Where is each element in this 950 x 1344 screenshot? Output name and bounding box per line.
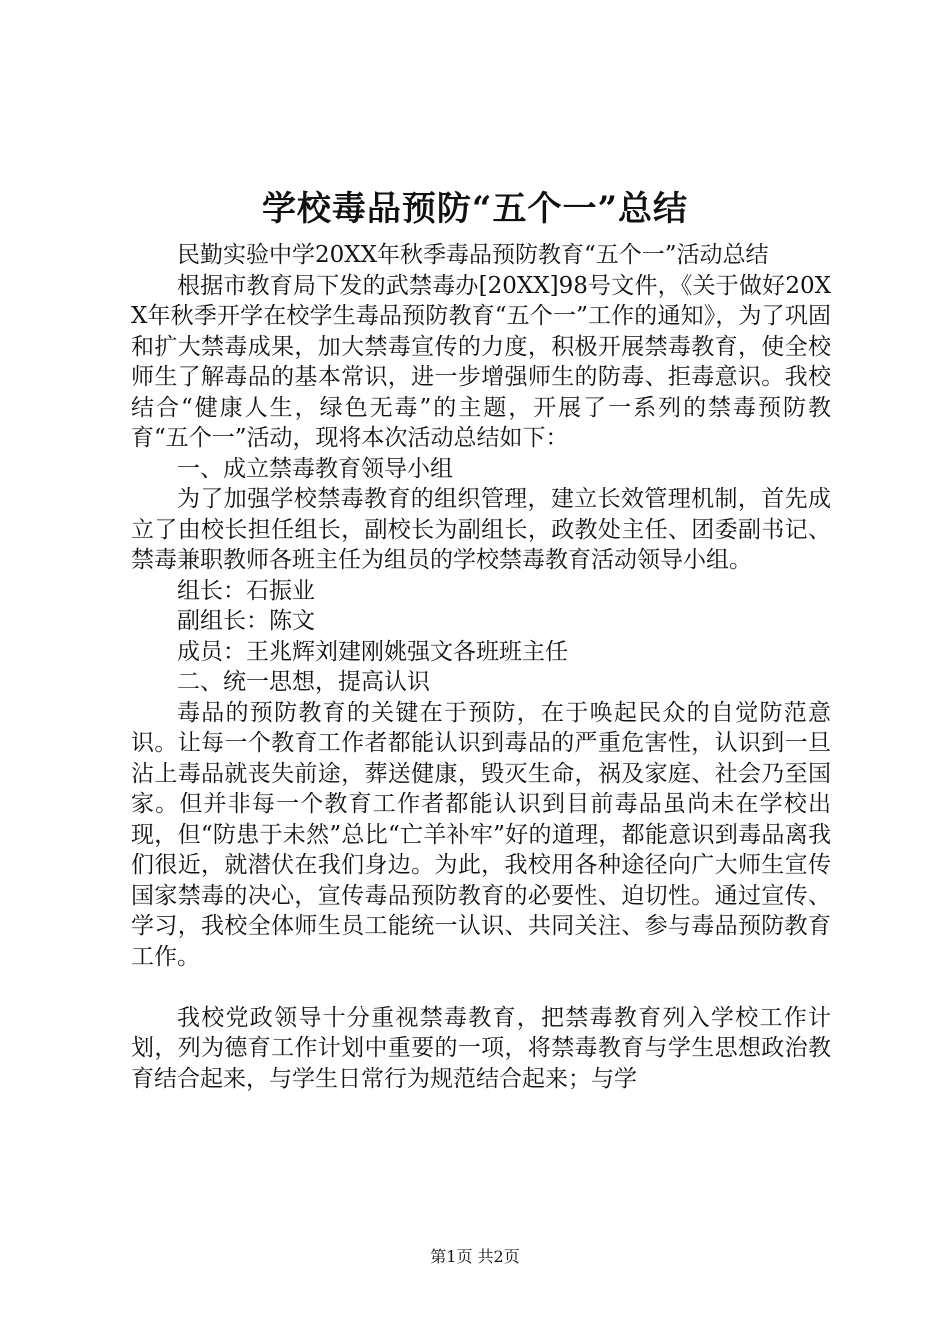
paragraph-section-2: 毒品的预防教育的关键在于预防，在于唤起民众的自觉防范意识。让每一个教育工作者都能认识到毒品的严重危害性，认识到一旦沾上毒品就丧失前途，葬送健康，毁灭生命，祸及家庭、社会乃至国家。但并非每一个教育工作者都能认识到目前毒品虽尚未在学校出现，但“防患于未然”总比“亡羊补牢”好的道理，都能意识到毒品离我们很近，就潜伏在我们身边。为此，我校用各种途径向广大师生宣传国家禁毒的决心，宣传毒品预防教育的必要性、迫切性。通过宣传、学习，我校全体师生员工能统一认识、共同关注、参与毒品预防教育工作。 — [131, 699, 831, 970]
paragraph-leadership: 我校党政领导十分重视禁毒教育，把禁毒教育列入学校工作计划，列为德育工作计划中重要的一项，将禁毒教育与学生思想政治教育结合起来，与学生日常行为规范结合起来；与学 — [131, 1004, 831, 1092]
section-heading-1: 一、成立禁毒教育领导小组 — [177, 455, 453, 482]
paragraph-intro: 根据市教育局下发的武禁毒办[20XX]98号文件，《关于做好20XX年秋季开学在校学生毒品预防教育“五个一”工作的通知》，为了巩固和扩大禁毒成果，加大禁毒宣传的力度，积极开展禁毒教育，使全校师生了解毒品的基本常识，进一步增强师生的防毒、拒毒意识。我校结合“健康人生，绿色无毒”的主题，开展了一系列的禁毒预防教育“五个一”活动，现将本次活动总结如下： — [131, 272, 831, 451]
paragraph-subtitle: 民勤实验中学20XX年秋季毒品预防教育“五个一”活动总结 — [177, 242, 769, 268]
document-body — [131, 240, 831, 1094]
paragraph-section-1: 为了加强学校禁毒教育的组织管理，建立长效管理机制，首先成立了由校长担任组长，副校长为副组长，政教处主任、团委副书记、禁毒兼职教师各班主任为组员的学校禁毒教育活动领导小组。 — [131, 486, 831, 573]
page-footer: 第1页 共2页 — [430, 1247, 520, 1266]
document-title: 学校毒品预防“五个一”总结 — [261, 189, 689, 229]
deputy-leader-line: 副组长：陈文 — [177, 608, 315, 634]
section-heading-2: 二、统一思想，提高认识 — [177, 669, 430, 695]
members-line: 成员：王兆辉刘建刚姚强文各班班主任 — [177, 638, 568, 665]
group-leader-line: 组长：石振业 — [177, 577, 315, 604]
